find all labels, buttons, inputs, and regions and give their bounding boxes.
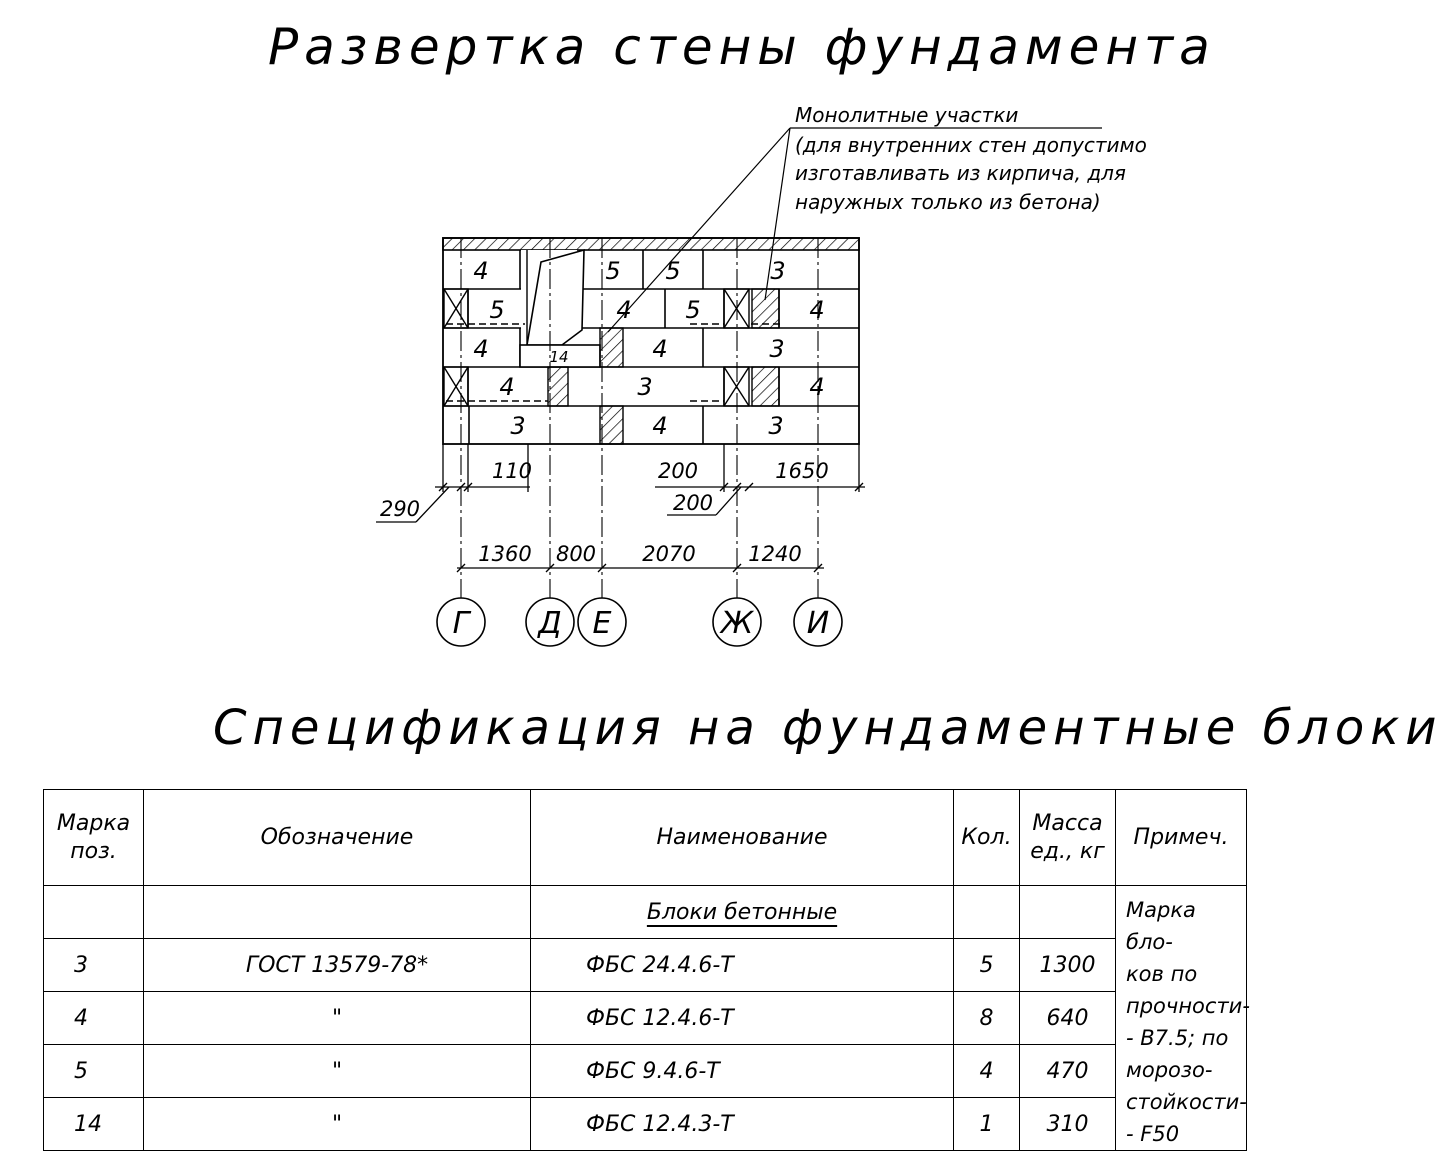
callout-line-4: наружных только из бетона) [795, 190, 1101, 214]
block-label: 4 [473, 257, 489, 285]
wall-outline [443, 238, 859, 444]
block-label: 3 [510, 412, 526, 440]
spec-table-container [43, 789, 1250, 1146]
block-label: 4 [652, 412, 668, 440]
block-label: 4 [809, 373, 825, 401]
note-line: морозо- [1126, 1058, 1213, 1082]
block-label: 4 [473, 335, 489, 363]
row-mass: 310 [1020, 1098, 1116, 1151]
row-mark: 5 [44, 1045, 144, 1098]
axis-label-d: Д [538, 606, 562, 641]
callout-line-2: (для внутренних стен допустимо [795, 133, 1147, 157]
table-row [44, 939, 1247, 992]
dim-label: 1650 [775, 459, 829, 483]
spec-title: Спецификация на фундаментные блоки [213, 700, 1442, 756]
dim-label: 1360 [478, 542, 532, 566]
upper-dimension-labels [380, 459, 829, 521]
block-label: 5 [605, 257, 621, 285]
block-label: 5 [685, 296, 701, 324]
axis-label-g: Г [452, 606, 470, 641]
block-label: 3 [769, 335, 785, 363]
note-cell [1116, 886, 1250, 1151]
callout-line-1: Монолитные участки [795, 103, 1019, 127]
dim-label: 2070 [642, 542, 696, 566]
table-row [44, 992, 1247, 1045]
block-label: 14 [549, 348, 569, 366]
dimension-chain-upper [376, 444, 865, 522]
dim-label: 200 [657, 459, 699, 483]
row-name: ФБС 9.4.6-Т [531, 1045, 954, 1098]
wall-development-title: Развертка стены фундамента [268, 18, 1216, 76]
row-qty: 5 [954, 939, 1020, 992]
top-monolithic-strip [443, 238, 859, 250]
block-label: 3 [770, 257, 786, 285]
row-designation: " [144, 1045, 531, 1098]
wall-opening [521, 250, 584, 345]
row-qty: 8 [954, 992, 1020, 1045]
group-row [44, 886, 1247, 939]
axis-label-i: И [806, 606, 830, 641]
dim-label: 200 [672, 491, 714, 515]
header-mass: Масса ед., кг [1020, 790, 1116, 886]
spec-table [43, 789, 1250, 1151]
note-line: стойкости- [1126, 1090, 1247, 1114]
note-line: прочности- [1126, 994, 1250, 1018]
note-line: ков по [1126, 962, 1198, 986]
block-label: 4 [499, 373, 515, 401]
block-label: 3 [637, 373, 653, 401]
dim-label: 110 [491, 459, 533, 483]
block-label: 4 [652, 335, 668, 363]
row-mark: 14 [44, 1098, 144, 1151]
row-designation: " [144, 1098, 531, 1151]
block-label: 3 [768, 412, 784, 440]
header-name: Наименование [531, 790, 954, 886]
row-mark: 3 [44, 939, 144, 992]
dim-label: 800 [555, 542, 597, 566]
note-line: - F50 [1126, 1122, 1180, 1146]
row-mass: 470 [1020, 1045, 1116, 1098]
spec-header-row [44, 790, 1247, 886]
row-mass: 640 [1020, 992, 1116, 1045]
axis-bubbles [437, 598, 842, 646]
note-line: - В7.5; по [1126, 1026, 1229, 1050]
header-qty: Кол. [954, 790, 1020, 886]
row-name: ФБС 12.4.3-Т [531, 1098, 954, 1151]
row-designation: " [144, 992, 531, 1045]
block-label: 4 [616, 296, 632, 324]
group-title: Блоки бетонные [646, 899, 838, 925]
row-qty: 1 [954, 1098, 1020, 1151]
dim-label: 1240 [748, 542, 802, 566]
header-designation: Обозначение [144, 790, 531, 886]
dim-label: 290 [379, 497, 421, 521]
block-label: 4 [809, 296, 825, 324]
axis-dimension-labels [478, 542, 801, 566]
row-qty: 4 [954, 1045, 1020, 1098]
row-mark: 4 [44, 992, 144, 1045]
axis-label-zh: Ж [720, 606, 754, 641]
table-row [44, 1098, 1247, 1151]
row-name: ФБС 24.4.6-Т [531, 939, 954, 992]
header-note: Примеч. [1116, 790, 1247, 886]
table-row [44, 1045, 1247, 1098]
block-label: 5 [489, 296, 505, 324]
axis-label-e: Е [592, 606, 612, 641]
axis-labels [453, 606, 830, 641]
row-designation: ГОСТ 13579-78* [144, 939, 531, 992]
note-line: Марка бло- [1126, 898, 1196, 954]
header-mark: Марка поз. [44, 790, 144, 886]
row-mass: 1300 [1020, 939, 1116, 992]
callout-line-3: изготавливать из кирпича, для [795, 161, 1126, 185]
row-name: ФБС 12.4.6-Т [531, 992, 954, 1045]
block-label: 5 [665, 257, 681, 285]
